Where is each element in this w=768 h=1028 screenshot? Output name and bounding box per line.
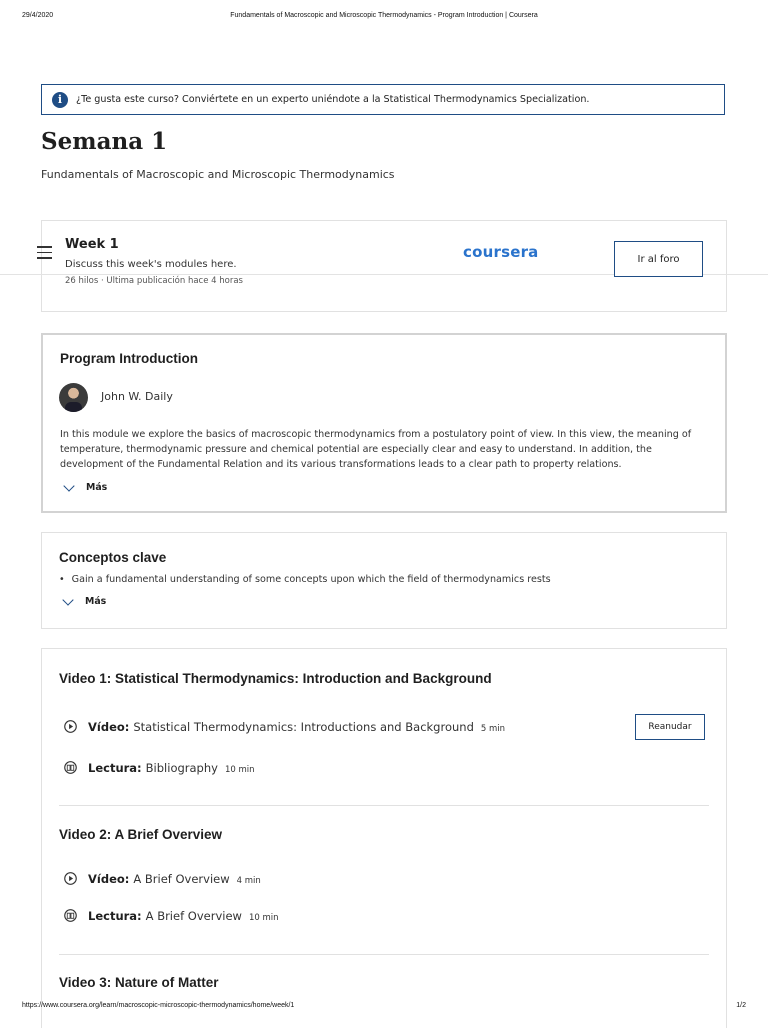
- item-type: Vídeo:: [88, 720, 130, 734]
- lesson-divider: [59, 954, 709, 955]
- lessons-card: [41, 648, 727, 1028]
- page-number: 1/2: [736, 1002, 746, 1009]
- more-label: Más: [85, 596, 107, 607]
- concept-item: • Gain a fundamental understanding of some concepts upon which the field of thermodynamics rests: [59, 574, 551, 585]
- hamburger-menu-icon[interactable]: [37, 246, 52, 263]
- print-url: https://www.coursera.org/learn/macroscopic-microscopic-thermodynamics/home/week/1: [22, 1002, 295, 1009]
- forum-meta: 26 hilos · Ultima publicación hace 4 horas: [65, 276, 243, 286]
- chevron-down-icon: [62, 594, 73, 605]
- lesson-title: Video 2: A Brief Overview: [59, 827, 223, 842]
- specialization-banner: [41, 84, 725, 115]
- lesson-item-video[interactable]: [64, 718, 505, 734]
- lesson-item-reading[interactable]: [64, 759, 255, 775]
- instructor-name[interactable]: John W. Daily: [101, 390, 173, 403]
- item-type: Lectura:: [88, 909, 142, 923]
- key-concepts-card: [41, 532, 727, 629]
- page-title: Semana 1: [41, 128, 168, 155]
- info-icon: i: [52, 92, 68, 108]
- item-duration: 10 min: [248, 913, 279, 923]
- print-footer: [22, 1002, 746, 1009]
- print-date: 29/4/2020: [22, 12, 54, 19]
- forum-title[interactable]: Week 1: [65, 237, 119, 252]
- item-name[interactable]: Statistical Thermodynamics: Introductions and Background: [133, 720, 474, 734]
- item-type: Lectura:: [88, 761, 142, 775]
- book-icon: [64, 761, 77, 774]
- module-description: In this module we explore the basics of macroscopic thermodynamics from a postulatory point of view. In this view, the meaning of temperature, thermodynamic pressure and chemical potential are especially clear and easy to understand. In addition, the development of the Fundamental Relation and its various transformations leads to a clear path to property relations.: [60, 429, 692, 470]
- program-intro-card: [41, 333, 727, 513]
- chevron-down-icon: [63, 480, 74, 491]
- more-toggle[interactable]: [61, 596, 106, 607]
- item-name[interactable]: Bibliography: [145, 761, 218, 775]
- banner-text: ¿Te gusta este curso? Conviértete en un experto uniéndote a la Statistical Thermodynamics Specialization.: [76, 94, 590, 105]
- item-duration: 4 min: [236, 876, 261, 886]
- go-to-forum-button[interactable]: Ir al foro: [614, 241, 703, 277]
- forum-description: Discuss this week's modules here.: [65, 259, 237, 270]
- instructor-avatar[interactable]: [59, 383, 88, 412]
- item-duration: 10 min: [224, 765, 255, 775]
- print-title: Fundamentals of Macroscopic and Microscopic Thermodynamics - Program Introduction | Coursera: [230, 12, 538, 19]
- lesson-title: Video 1: Statistical Thermodynamics: Introduction and Background: [59, 671, 492, 686]
- more-toggle[interactable]: [62, 482, 107, 493]
- lesson-divider: [59, 805, 709, 806]
- key-concepts-title: Conceptos clave: [59, 550, 167, 565]
- lesson-title: Video 3: Nature of Matter: [59, 975, 219, 990]
- item-name[interactable]: A Brief Overview: [133, 872, 230, 886]
- item-duration: 5 min: [480, 724, 506, 734]
- resume-button[interactable]: Reanudar: [635, 714, 705, 740]
- play-circle-icon: [64, 720, 77, 733]
- item-type: Vídeo:: [88, 872, 130, 886]
- module-title: Program Introduction: [60, 351, 198, 366]
- item-name[interactable]: A Brief Overview: [145, 909, 242, 923]
- course-subtitle: Fundamentals of Macroscopic and Microscopic Thermodynamics: [41, 168, 395, 181]
- play-circle-icon: [64, 872, 77, 885]
- book-icon: [64, 909, 77, 922]
- lesson-item-reading[interactable]: [64, 907, 278, 923]
- print-header: [22, 12, 746, 19]
- coursera-logo[interactable]: coursera: [463, 243, 539, 261]
- more-label: Más: [86, 482, 108, 493]
- lesson-item-video[interactable]: [64, 870, 261, 886]
